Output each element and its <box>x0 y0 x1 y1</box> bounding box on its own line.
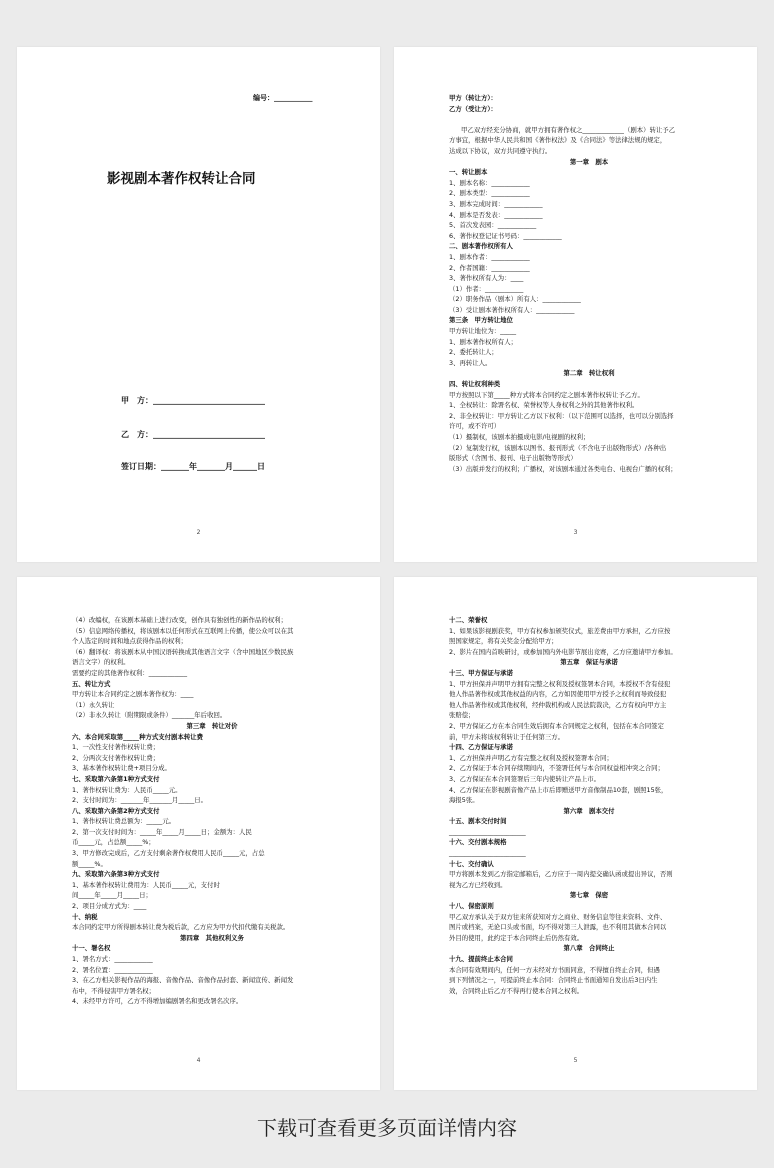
section-heading: 十八、保密原则 <box>449 902 494 911</box>
contract-text-line: （4）改编权，在该剧本基础上进行改变，创作具有独创性的新作品的权利； <box>72 616 287 624</box>
sign-date-line: 签订日期：_______年_______月______日 <box>121 462 265 471</box>
contract-text-line: 4、未经甲方许可，乙方不得增加编剧署名和更改署名次序。 <box>72 997 243 1006</box>
contract-text-line: 海报5张。 <box>449 796 479 805</box>
contract-text-line: 2、项目分成方式为：____ <box>72 902 147 911</box>
contract-text-line: （5）信息网络传播权，将该剧本以任何形式在互联网上传播，使公众可以在其 <box>72 626 294 635</box>
contract-text-line: ________________________ <box>449 827 526 836</box>
contract-text-line: 1、如果该影视剧获奖，甲方有权参加颁奖仪式，旅差费由甲方承担，乙方应按 <box>449 626 671 635</box>
section-heading: 五、转让方式 <box>72 679 111 688</box>
page-number: 5 <box>573 1057 578 1064</box>
contract-text-line: 2、委托转让人； <box>449 348 498 357</box>
contract-text-line: 4、剧本是否发表：____________ <box>449 210 543 219</box>
contract-text-line: （3）受让剧本著作权所有人：____________ <box>449 305 575 314</box>
contract-text-line: 3、在乙方相关影视作品的海报、音像作品、音像作品封套、新闻宣传、新闻发 <box>72 976 294 985</box>
contract-text-line: 甲乙双方经充分协商，就甲方拥有著作权之_____________（剧本）转让予乙 <box>461 125 676 134</box>
contract-text-line: 币_____元，占总额_____%； <box>72 838 155 847</box>
section-heading: 十、纳税 <box>72 912 98 921</box>
contract-text-line: 额_____%。 <box>72 859 107 868</box>
section-heading: 七、采取第六条第1种方式支付 <box>72 774 160 783</box>
contract-text-line: （1）作者：____________ <box>449 284 524 293</box>
party-a-line: 甲 方：____________________________ <box>121 396 265 405</box>
contract-text-line: 版形式（含图书、报刊、电子出版物等形式） <box>449 454 577 463</box>
section-heading: 六、本合同采取第_____种方式支付剧本转让费 <box>72 732 204 741</box>
contract-text-line: （6）翻译权：将该剧本从中国汉语转换成其他语言文字（含中国地区少数民族 <box>72 647 294 656</box>
contract-text-line: 本合同约定甲方所得剧本转让费为税后款，乙方应为甲方代扣代缴有关税款。 <box>72 923 290 932</box>
section-heading: 第六章 剧本交付 <box>563 806 615 815</box>
contract-text-line: 2、第一次支付时间为：_____年_____月_____日；金额为：人民 <box>72 827 252 836</box>
section-heading: 第一章 剧本 <box>569 157 609 166</box>
section-heading: 第三章 转让对价 <box>186 721 238 730</box>
contract-text-line: 1、甲方担保并声明甲方拥有完整之权利及授权签署本合同，本授权不含有侵犯 <box>449 679 671 688</box>
contract-text-line: 甲方转让本合同约定之剧本著作权为：____ <box>72 690 194 699</box>
page-number: 2 <box>196 529 201 536</box>
contract-text-line: 前，甲方未将该权利转让于任何第三方。 <box>449 732 565 741</box>
page-body <box>449 93 729 474</box>
contract-text-line: ________________________ <box>449 849 526 858</box>
contract-text-line: 图片或档案，无论口头或书面，均不得对第三人泄露，也不利用其做本合同以 <box>449 923 667 932</box>
contract-text-line: 4、乙方保证在影视剧音像产品上市后即赠送甲方音像制品10套，剧照15张， <box>449 785 668 794</box>
contract-text-line: 3、乙方保证在本合同签署后三年内使转让产品上市。 <box>449 774 601 783</box>
contract-page-cover <box>17 47 380 562</box>
section-heading: 二、剧本著作权所有人 <box>449 242 513 251</box>
contract-text-line: 6、著作权登记证书号码：____________ <box>449 231 562 240</box>
contract-text-line: 2、甲方保证乙方在本合同生效后拥有本合同规定之权利，包括在本合同签定 <box>449 721 664 730</box>
contract-text-line: 2、乙方保证于本合同存续期间内，不签署任何与本合同权益相冲突之合同； <box>449 764 664 773</box>
section-heading: 八、采取第六条第2种方式支付 <box>72 806 160 815</box>
contract-text-line: 1、剧本作者：____________ <box>449 252 530 261</box>
section-heading: 十六、交付剧本规格 <box>449 838 507 847</box>
page-body <box>449 615 729 996</box>
contract-text-line: 外目的使用，此约定于本合同终止后仍然有效。 <box>449 933 584 942</box>
section-heading: 十九、提前终止本合同 <box>449 955 513 963</box>
contract-page-3 <box>17 577 380 1090</box>
section-heading: 十四、乙方保证与承诺 <box>449 743 513 752</box>
contract-page-4 <box>394 577 757 1090</box>
contract-text-line: 需要约定的其他著作权利：____________ <box>72 668 188 677</box>
contract-text-line: 照国家规定，将有关奖金分配给甲方； <box>449 637 558 646</box>
contract-text-line: 3、剧本完成时间：____________ <box>449 199 543 208</box>
contract-text-line: 3、基本著作权转让费+项目分成。 <box>72 764 171 773</box>
section-heading: 甲方（转让方）： <box>449 94 497 102</box>
contract-text-line: 1、剧本著作权所有人； <box>449 337 517 346</box>
contract-text-line: 3、再转让人。 <box>449 358 492 367</box>
section-heading: 十五、剧本交付时间 <box>449 817 507 826</box>
contract-text-line: 本合同有效期间内，任何一方未经对方书面同意，不得擅自终止合同，但遇 <box>449 965 660 974</box>
download-more-banner[interactable]: 下载可查看更多页面详情内容 <box>257 1116 517 1140</box>
contract-text-line: 1、基本著作权转让费用为：人民币_____元，支付时 <box>72 880 220 889</box>
contract-text-line: （2）非永久转让（附期限或条件）_______年后收回。 <box>72 711 227 720</box>
contract-text-line: 甲乙双方承认关于双方往来所获知对方之商业、财务信息等往来资料、文件、 <box>449 912 667 921</box>
contract-text-line: 1、全权转让：除署名权、荣誉权等人身权利之外的其他著作权利。 <box>449 401 639 410</box>
contract-text-line: 1、乙方担保并声明乙方有完整之权利及授权签署本合同； <box>449 753 613 762</box>
section-heading: 乙方（受让方）： <box>449 104 497 113</box>
contract-text-line: 3、甲方修改完成后，乙方支付剩余著作权费用人民币_____元，占总 <box>72 849 265 858</box>
contract-text-line: （1）摄制权，该剧本拍摄成电影/电视剧的权利； <box>449 433 590 441</box>
contract-text-line: 个人选定的时间和地点获得作品的权利； <box>72 637 188 646</box>
contract-title: 影视剧本著作权转让合同 <box>107 171 256 187</box>
section-heading: 一、转让剧本 <box>449 168 488 177</box>
contract-text-line: （2）职务作品（剧本）所有人：____________ <box>449 295 581 304</box>
section-heading: 四、转让权利种类 <box>449 380 501 389</box>
contract-text-line: 5、首次发表园：____________ <box>449 221 537 230</box>
section-heading: 第八章 合同终止 <box>563 944 615 953</box>
contract-text-line: 3、著作权所有人为：____ <box>449 274 524 283</box>
contract-text-line: 达成以下协议，双方共同遵守执行。 <box>449 146 552 155</box>
page-number: 4 <box>196 1057 201 1064</box>
contract-text-line: 甲方转让地位为：_____ <box>449 327 517 336</box>
contract-text-line: 2、非全权转让：甲方转让乙方以下权利：（以下范围可以选择，也可以分别选择 <box>449 411 674 420</box>
contract-text-line: 他人作品著作权或其他权利，经仲裁机构或人民法院裁决，乙方有权向甲方主 <box>449 700 667 709</box>
section-heading: 第四章 其他权利义务 <box>180 933 244 942</box>
section-heading: 第二章 转让权利 <box>563 369 615 378</box>
contract-text-line: 1、一次性支付著作权转让费； <box>72 743 160 752</box>
contract-text-line: （1）永久转让 <box>72 700 115 709</box>
section-heading: 十一、署名权 <box>72 944 111 953</box>
contract-text-line: 布中，不得侵害甲方署名权； <box>72 986 156 995</box>
contract-text-line: 2、分两次支付著作权转让费； <box>72 753 160 762</box>
section-heading: 第五章 保证与承诺 <box>560 658 618 667</box>
contract-text-line: 他人作品著作权或其他权益的内容，乙方如因使用甲方授予之权利而导致侵犯 <box>449 690 667 699</box>
contract-text-line: 2、剧本类型：____________ <box>449 189 530 198</box>
contract-text-line: 语言文字）的权利。 <box>72 658 130 667</box>
contract-text-line: 甲方将剧本发到乙方指定邮箱后，乙方应于一周内提交确认函或提出异议，否则 <box>449 870 673 879</box>
contract-text-line: 1、著作权转让费为：人民币_____元。 <box>72 785 182 794</box>
contract-text-line: 2、作者国籍：____________ <box>449 263 530 272</box>
contract-text-line: 效，合同终止后乙方不得再行使本合同之权利。 <box>449 986 584 995</box>
contract-number-line: 编号：___________ <box>253 94 313 102</box>
contract-text-line: 间_____年_____月_____日； <box>72 891 152 900</box>
contract-text-line: 方事宜，根据中华人民共和国《著作权法》及《合同法》等法律法规的规定， <box>449 136 667 145</box>
contract-text-line: （2）复制发行权，该剧本以图书、报刊形式（不含电子出版物形式）/各种出 <box>449 443 667 452</box>
section-heading: 十七、交付确认 <box>449 859 494 868</box>
section-heading: 第七章 保密 <box>569 891 609 900</box>
page-number: 3 <box>573 529 578 536</box>
contract-text-line: 1、剧本名称：____________ <box>449 178 530 187</box>
section-heading: 第三条 甲方转让地位 <box>449 316 513 325</box>
contract-text-line: 到下列情况之一，可提前终止本合同：合同终止书面通知自发出后3日内生 <box>449 976 658 985</box>
party-b-line: 乙 方：____________________________ <box>121 430 265 439</box>
contract-text-line <box>449 114 729 125</box>
contract-text-line: 视为乙方已经收到。 <box>449 880 507 889</box>
contract-text-line: 1、署名方式：____________ <box>72 955 153 963</box>
section-heading: 九、采取第六条第3种方式支付 <box>72 870 160 879</box>
contract-text-line: 甲方按照以下第_____种方式将本合同约定之剧本著作权转让予乙方。 <box>449 390 644 399</box>
contract-text-line: 2、影片在国内首映研讨，或参加国内外电影节展出竞赛，乙方应邀请甲方参加。 <box>449 647 677 656</box>
section-heading: 十三、甲方保证与承诺 <box>449 668 513 677</box>
contract-text-line: （3）出版并发行的权利；广播权，对该剧本通过各类电台、电视台广播的权利； <box>449 464 677 473</box>
contract-text-line: 2、支付时间为：_______年_______月_____日。 <box>72 796 208 805</box>
contract-page-2 <box>394 47 757 562</box>
contract-text-line: 许可，或不许可） <box>449 422 501 431</box>
contract-text-line: 2、署名位置：____________ <box>72 965 153 974</box>
contract-text-line: 1、著作权转让费总额为：_____元。 <box>72 817 176 826</box>
contract-text-line: 张赔偿； <box>449 711 475 720</box>
page-body <box>72 615 352 1007</box>
section-heading: 十二、荣誉权 <box>449 616 488 624</box>
